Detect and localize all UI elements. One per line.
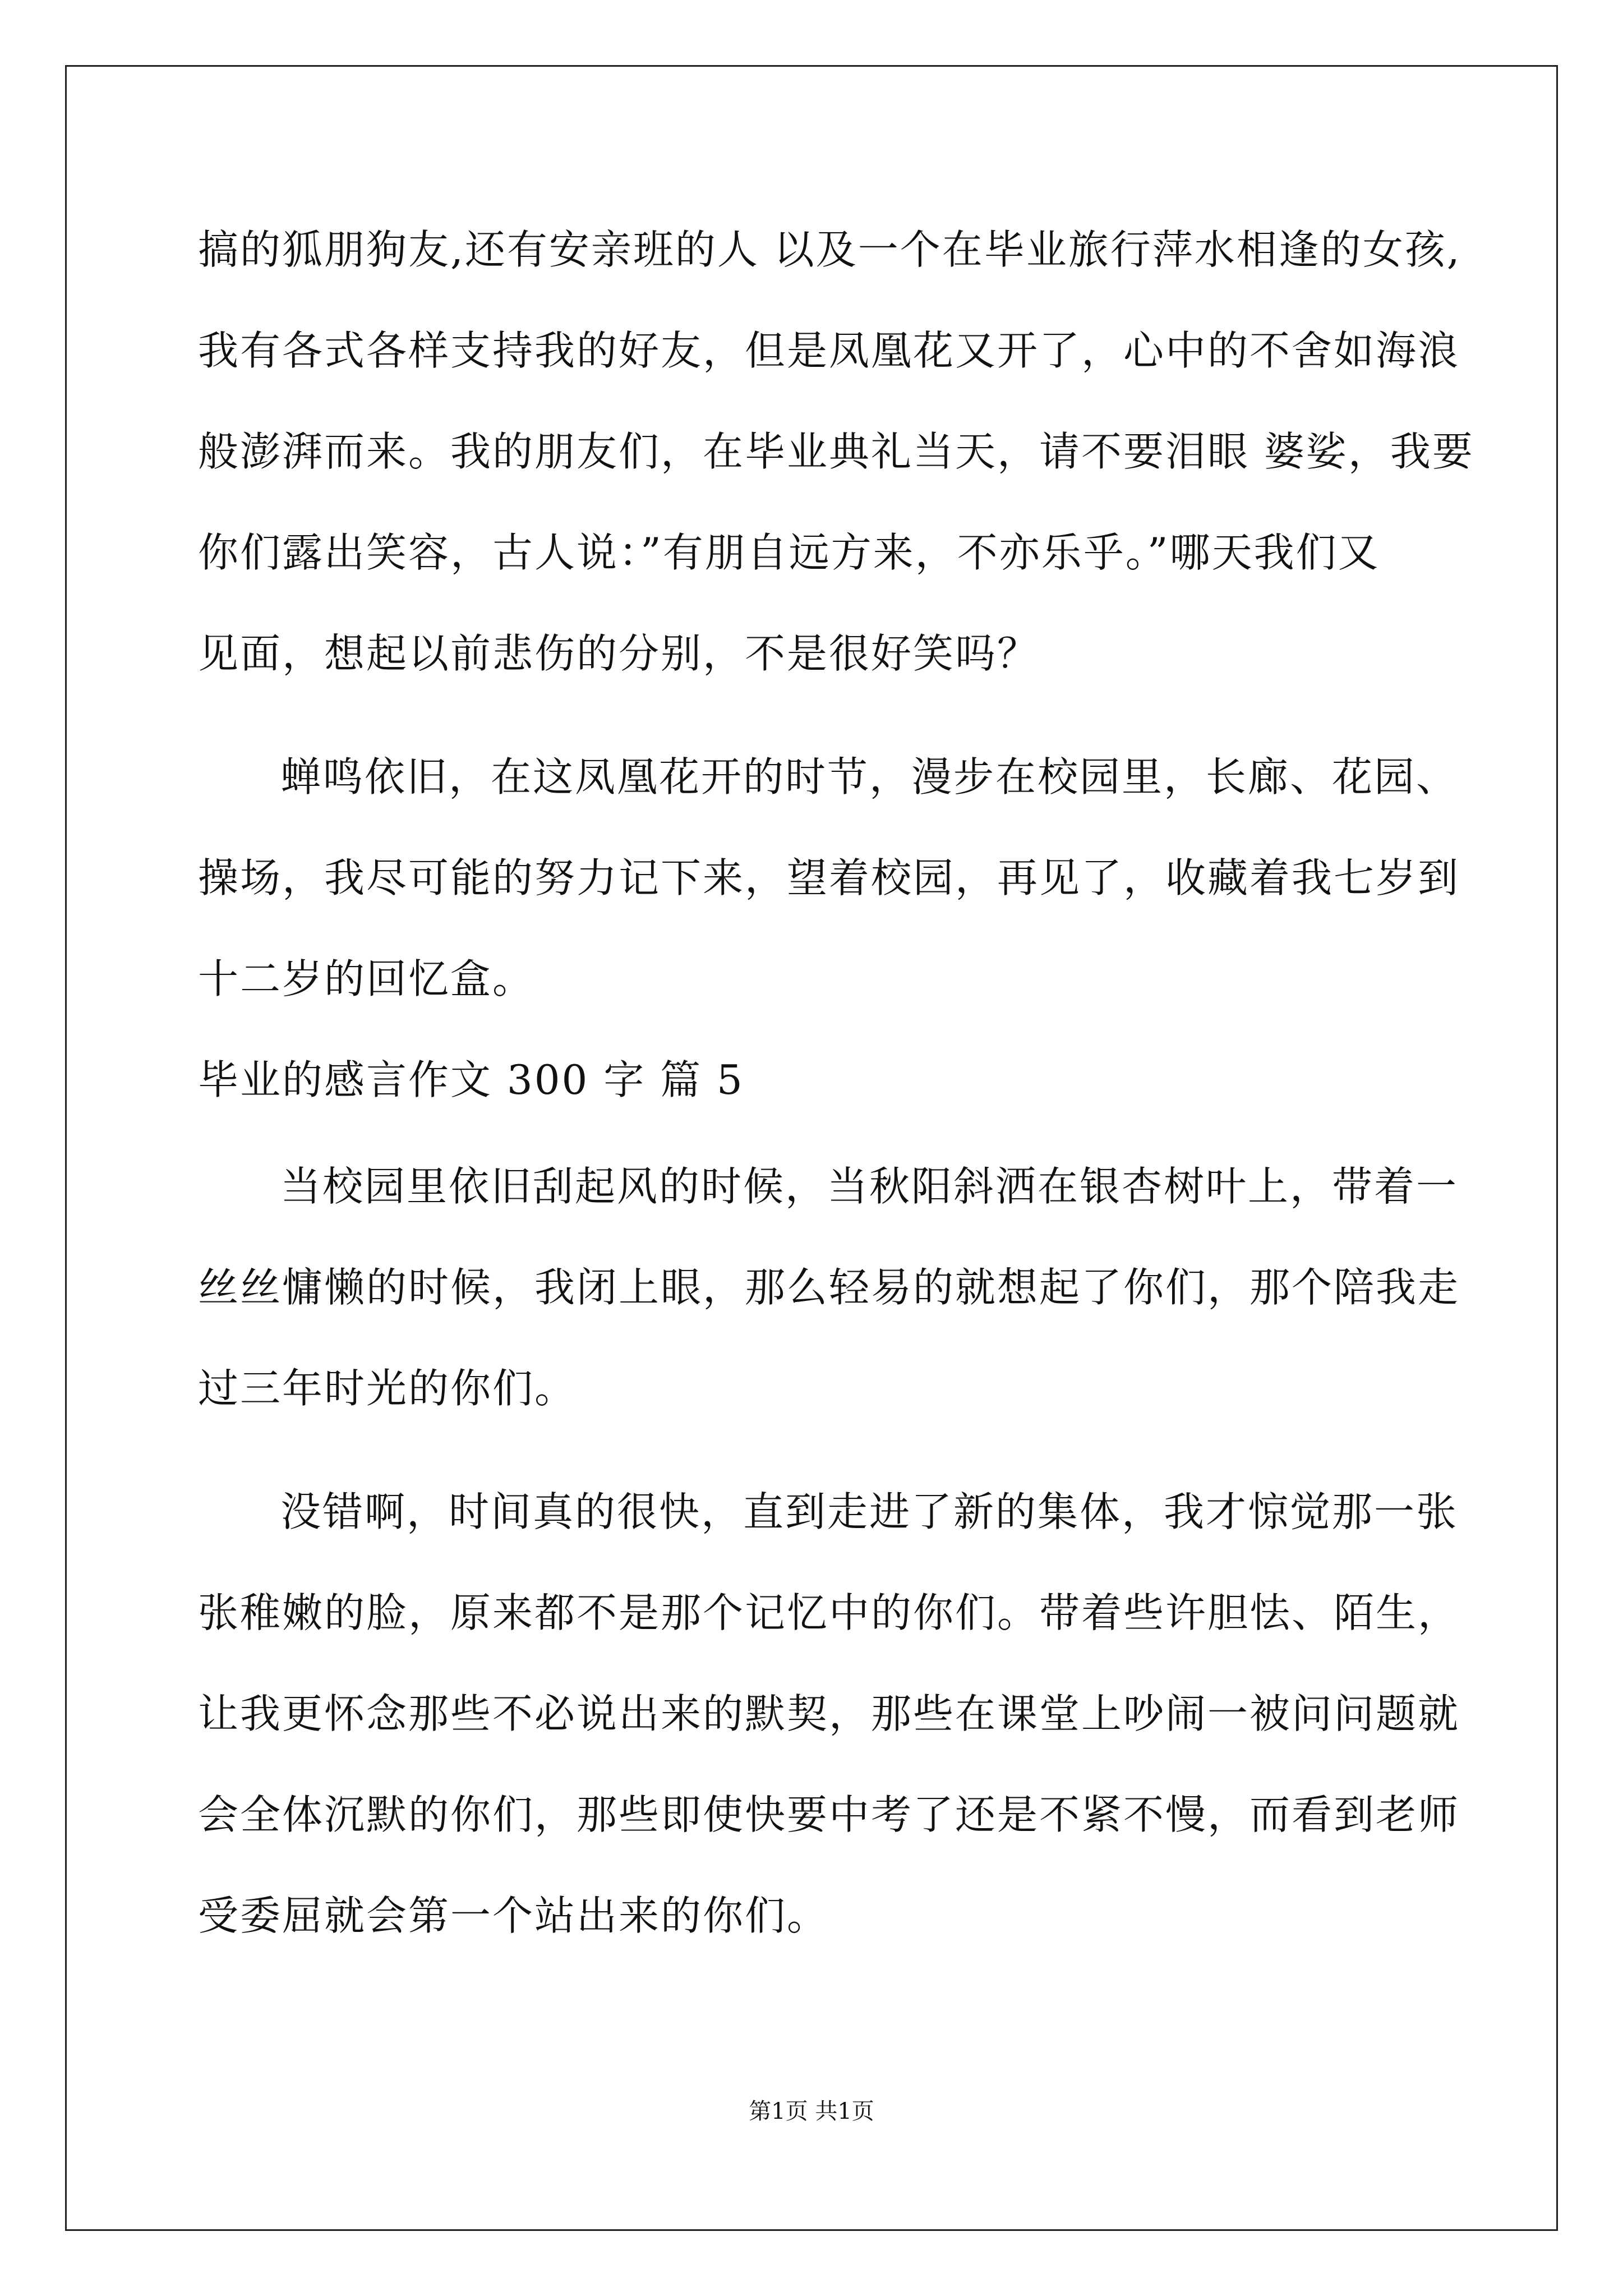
text-line: 搞的狐朋狗友,还有安亲班的人 以及一个在毕业旅行萍水相逢的女孩, <box>198 226 1461 273</box>
text-line: 操场，我尽可能的努力记下来，望着校园，再见了，收藏着我七岁到 <box>198 854 1460 901</box>
text-line: 见面，想起以前悲伤的分别，不是很好笑吗？ <box>198 630 1040 677</box>
text-line: 当校园里依旧刮起风的时候，当秋阳斜洒在银杏树叶上，带着一 <box>280 1163 1459 1210</box>
text-line: 受委屈就会第一个站出来的你们。 <box>198 1892 829 1939</box>
section-heading: 毕业的感言作文 300 字 篇 5 <box>198 1056 744 1103</box>
text-line: 般澎湃而来。我的朋友们，在毕业典礼当天，请不要泪眼 婆娑，我要 <box>198 428 1474 475</box>
text-line: 蝉鸣依旧，在这凤凰花开的时节，漫步在校园里，长廊、花园、 <box>280 753 1459 800</box>
text-line: 十二岁的回忆盒。 <box>198 955 535 1002</box>
text-line: 让我更怀念那些不必说出来的默契，那些在课堂上吵闹一被问问题就 <box>198 1690 1460 1737</box>
text-line: 过三年时光的你们。 <box>198 1365 577 1412</box>
text-line: 我有各式各样支持我的好友，但是凤凰花又开了，心中的不舍如海浪 <box>198 327 1460 374</box>
text-line: 你们露出笑容，古人说：”有朋自远方来，不亦乐乎。”哪天我们又 <box>198 529 1380 576</box>
text-line: 会全体沉默的你们，那些即使快要中考了还是不紧不慢，而看到老师 <box>198 1791 1460 1838</box>
text-line: 没错啊，时间真的很快，直到走进了新的集体，我才惊觉那一张 <box>280 1488 1459 1535</box>
text-line: 张稚嫩的脸，原来都不是那个记忆中的你们。带着些许胆怯、陌生， <box>198 1589 1460 1636</box>
text-line: 丝丝慵懒的时候，我闭上眼，那么轻易的就想起了你们，那个陪我走 <box>198 1264 1460 1311</box>
page-footer: 第1页 共1页 <box>749 2099 874 2124</box>
